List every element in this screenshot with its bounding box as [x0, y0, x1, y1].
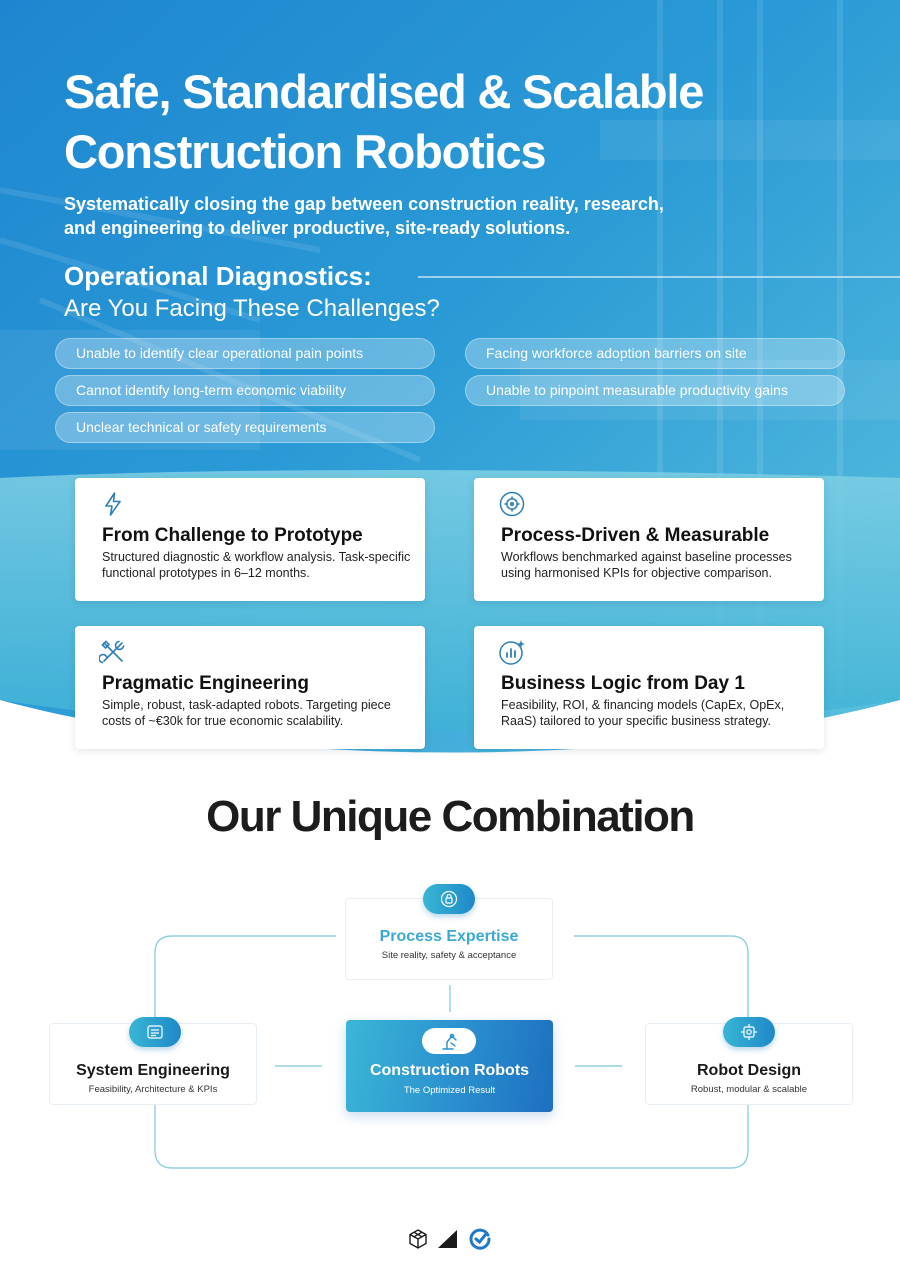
robot-pill — [723, 1017, 775, 1047]
diagnostics-title: Operational Diagnostics: — [64, 261, 372, 291]
cube-logo-icon — [406, 1227, 430, 1251]
center-title: Construction Robots — [369, 1062, 530, 1079]
node-title: System Engineering — [76, 1062, 230, 1079]
card-text: Structured diagnostic & workflow analysis. Task-specific functional prototypes in 6–12 months. — [102, 550, 411, 580]
sail-logo-icon — [436, 1227, 460, 1251]
card-text: Simple, robust, task-adapted robots. Targeting piece costs of ~€30k for true economic scalability. — [102, 698, 391, 728]
hero-subtitle-line2: and engineering to deliver productive, site-ready solutions. — [64, 218, 571, 238]
card-title: From Challenge to Prototype — [102, 525, 363, 546]
combination-title: Our Unique Combination — [206, 792, 694, 841]
circle-check-logo-icon — [468, 1227, 492, 1251]
challenge-chip: Cannot identify long-term economic viability — [55, 375, 435, 406]
node-construction-robots — [346, 1020, 553, 1112]
node-subtitle: Feasibility, Architecture & KPIs — [88, 1084, 218, 1095]
chip-gear-icon — [740, 1023, 758, 1041]
document-list-icon — [146, 1023, 164, 1041]
robot-arm-icon — [439, 1031, 459, 1051]
node-title: Robot Design — [697, 1062, 801, 1079]
challenge-chip: Unclear technical or safety requirements — [55, 412, 435, 443]
footer-logos — [406, 1225, 496, 1253]
lock-icon — [440, 890, 458, 908]
challenge-chip: Facing workforce adoption barriers on site — [465, 338, 845, 369]
node-subtitle: Robust, modular & scalable — [690, 1084, 808, 1095]
hero-title-line1: Safe, Standardised & Scalable — [64, 65, 704, 118]
card-text: Feasibility, ROI, & financing models (CapEx, OpEx, RaaS) tailored to your specific business strategy. — [501, 698, 785, 728]
center-subtitle: The Optimized Result — [403, 1085, 496, 1096]
card-title: Pragmatic Engineering — [102, 673, 309, 694]
node-subtitle: Site reality, safety & acceptance — [381, 950, 517, 961]
card-title: Business Logic from Day 1 — [501, 673, 745, 694]
card-title: Process-Driven & Measurable — [501, 525, 770, 546]
process-pill — [423, 884, 475, 914]
center-pill — [422, 1028, 476, 1054]
challenge-chip: Unable to pinpoint measurable productivity gains — [465, 375, 845, 406]
diagnostics-subtitle: Are You Facing These Challenges? — [64, 295, 440, 322]
node-title: Process Expertise — [379, 928, 519, 945]
challenge-chip: Unable to identify clear operational pain points — [55, 338, 435, 369]
hero-subtitle-line1: Systematically closing the gap between construction reality, research, — [64, 194, 664, 214]
system-pill — [129, 1017, 181, 1047]
hero-title-line2: Construction Robotics — [64, 125, 546, 178]
card-text: Workflows benchmarked against baseline processes using harmonised KPIs for objective comparison. — [501, 550, 792, 580]
